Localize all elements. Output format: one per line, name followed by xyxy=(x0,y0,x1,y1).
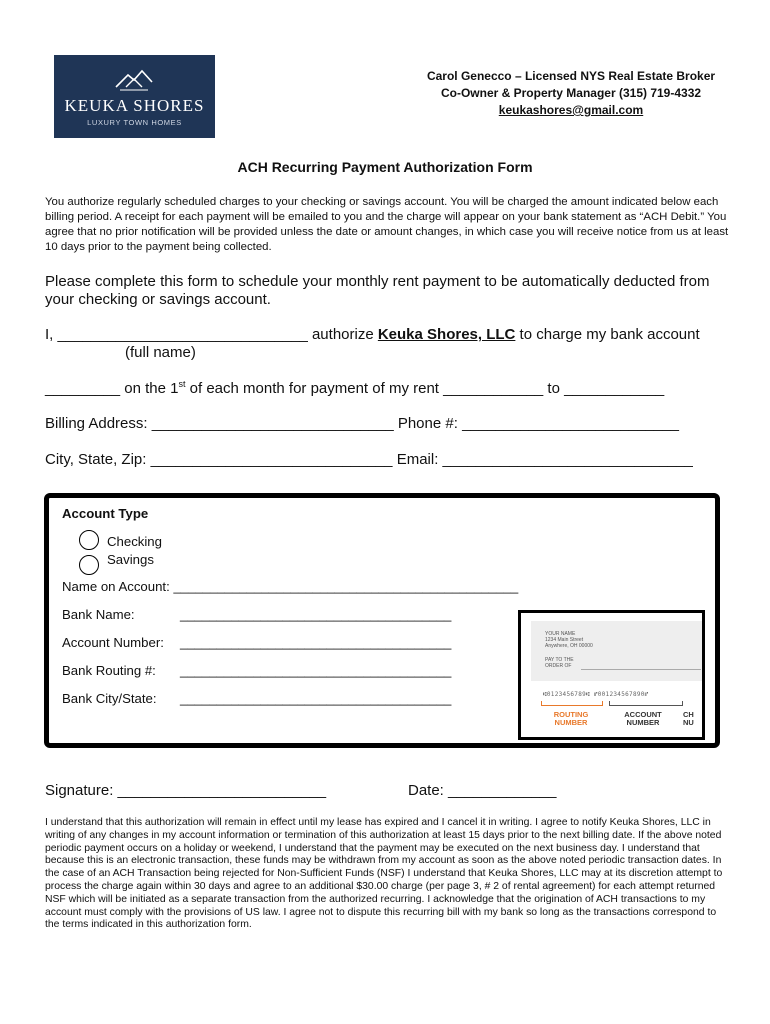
billing-address-field[interactable]: _____________________________ xyxy=(151,415,394,432)
account-caption-2: NUMBER xyxy=(626,718,660,727)
bank-city-state-field[interactable]: _____________________________________ xyxy=(180,691,452,706)
phone-label: Phone #: xyxy=(393,415,463,432)
check-payer-info xyxy=(545,631,593,649)
start-date-field[interactable]: ____________ xyxy=(443,380,544,397)
payment-text-b: of each month for payment of my rent xyxy=(185,380,444,397)
check-caption-1: CH xyxy=(683,710,694,719)
name-on-account-label: Name on Account: xyxy=(62,579,174,594)
lead-paragraph: Please complete this form to schedule your monthly rent payment to be automatically deducted from your checking or savings account. xyxy=(45,273,710,308)
savings-label: Savings xyxy=(107,552,154,567)
date-field[interactable]: _____________ xyxy=(448,782,557,799)
billing-address-label: Billing Address: xyxy=(45,415,152,432)
account-caption-1: ACCOUNT xyxy=(624,710,662,719)
authorize-prefix: I, xyxy=(45,326,58,343)
account-number-caption xyxy=(613,711,673,727)
checking-label: Checking xyxy=(107,534,162,549)
check-pay-to-line1: PAY TO THE xyxy=(545,657,574,663)
date-line xyxy=(408,782,556,799)
signature-field[interactable]: _________________________ xyxy=(117,782,327,799)
savings-radio[interactable] xyxy=(79,555,99,575)
bank-name-field[interactable]: _____________________________________ xyxy=(180,607,452,622)
amount-field[interactable]: _________ xyxy=(45,380,121,397)
terms-paragraph: I understand that this authorization will remain in effect until my lease has expired and I cancel it in writing. I agree to notify Keuka Shores, LLC in writing of any changes in my account information or termination of this authorization at least 15 days prior to the next billing date. If the above noted periodic payment occurs on a holiday or weekend, I understand that the payment may be executed on the next business day. I understand that because this is an electronic transaction, these funds may be withdrawn from my account as soon as the above noted periodic transaction dates. In the case of an ACH Transaction being rejected for Non-Sufficient Funds (NSF) I understand that Keuka Shores, LLC may at its discretion attempt to process the charge again within 30 days and agree to an additional $30.00 charge (per page 3, # 2 of rental agreement) for each attempt returned NSF which will be initiated as a separate transaction from the authorized recurring. I acknowledge that the origination of ACH transactions to my account must comply with the provisions of US law. I agree not to dispute this recurring bill with my bank so long as the transactions correspond to the terms indicated in this authorization form. xyxy=(45,817,723,931)
full-name-hint: (full name) xyxy=(125,344,196,361)
contact-manager: Co-Owner & Property Manager (315) 719-4332 xyxy=(440,86,702,100)
signature-label: Signature: xyxy=(45,782,118,799)
company-name: Keuka Shores, LLC xyxy=(377,326,516,343)
city-state-zip-field[interactable]: _____________________________ xyxy=(150,451,393,468)
payment-text-a: on the 1 xyxy=(120,380,179,397)
date-label: Date: xyxy=(408,782,449,799)
phone-field[interactable]: __________________________ xyxy=(462,415,679,432)
keuka-shores-logo xyxy=(54,55,215,138)
sample-check-image xyxy=(518,610,705,740)
bank-name-label: Bank Name: xyxy=(62,607,135,622)
authorize-line xyxy=(45,326,700,343)
routing-number-field[interactable]: _____________________________________ xyxy=(180,663,452,678)
intro-paragraph: You authorize regularly scheduled charges to your checking or savings account. You will be charged the amount indicated below each billing period. A receipt for each payment will be emailed to you and the charge will appear on your bank statement as “ACH Debit.” You agree that no prior notification will be provided unless the date or amount changes, in which case you will receive notice from us at least 10 days prior to the payment being collected. xyxy=(45,196,729,253)
account-number-field[interactable]: _____________________________________ xyxy=(180,635,452,650)
city-line xyxy=(45,451,693,468)
routing-caption-1: ROUTING xyxy=(553,710,589,719)
account-number-label: Account Number: xyxy=(62,635,164,650)
check-caption-2: NU xyxy=(683,718,694,727)
email-label: Email: xyxy=(392,451,443,468)
check-payee-line xyxy=(581,669,701,670)
name-on-account-line xyxy=(62,579,518,594)
form-title: ACH Recurring Payment Authorization Form xyxy=(237,159,533,175)
account-bracket xyxy=(609,701,683,706)
authorize-suffix: to charge my bank account xyxy=(515,326,700,343)
routing-number-label: Bank Routing #: xyxy=(62,663,156,678)
email-field[interactable]: ______________________________ xyxy=(442,451,693,468)
check-payer-street: 1234 Main Street xyxy=(545,637,584,643)
name-on-account-field[interactable]: _______________________________________________ xyxy=(173,579,519,594)
end-date-field[interactable]: ____________ xyxy=(564,380,665,397)
contact-broker: Carol Genecco – Licensed NYS Real Estate Broker xyxy=(426,69,716,83)
contact-block xyxy=(406,68,736,119)
payment-line xyxy=(45,379,664,397)
check-paper xyxy=(531,621,705,681)
authorize-text: authorize xyxy=(307,326,378,343)
full-name-field[interactable]: ______________________________ xyxy=(57,326,308,343)
account-type-heading: Account Type xyxy=(62,506,149,521)
billing-line xyxy=(45,415,679,432)
city-state-zip-label: City, State, Zip: xyxy=(45,451,151,468)
check-number-caption xyxy=(683,711,703,727)
logo-name: KEUKA SHORES xyxy=(64,96,205,115)
routing-caption-2: NUMBER xyxy=(554,718,588,727)
routing-bracket xyxy=(541,701,603,706)
payment-to-text: to xyxy=(543,380,565,397)
check-micr-line: ⑆0123456789⑆ ⑈001234567890⑈ xyxy=(543,691,649,698)
check-pay-to-line2: ORDER OF xyxy=(545,663,572,669)
contact-email-link[interactable]: keukashores@gmail.com xyxy=(498,103,644,117)
ordinal-suffix: st xyxy=(178,379,186,389)
check-payer-name: YOUR NAME xyxy=(545,631,576,637)
checking-radio[interactable] xyxy=(79,530,99,550)
house-roof-icon xyxy=(112,65,156,93)
signature-line xyxy=(45,782,326,799)
check-pay-to xyxy=(545,657,574,669)
check-payer-city: Anywhere, OH 00000 xyxy=(545,643,593,649)
routing-number-caption xyxy=(543,711,599,727)
logo-tagline: LUXURY TOWN HOMES xyxy=(87,118,182,127)
bank-city-state-label: Bank City/State: xyxy=(62,691,157,706)
